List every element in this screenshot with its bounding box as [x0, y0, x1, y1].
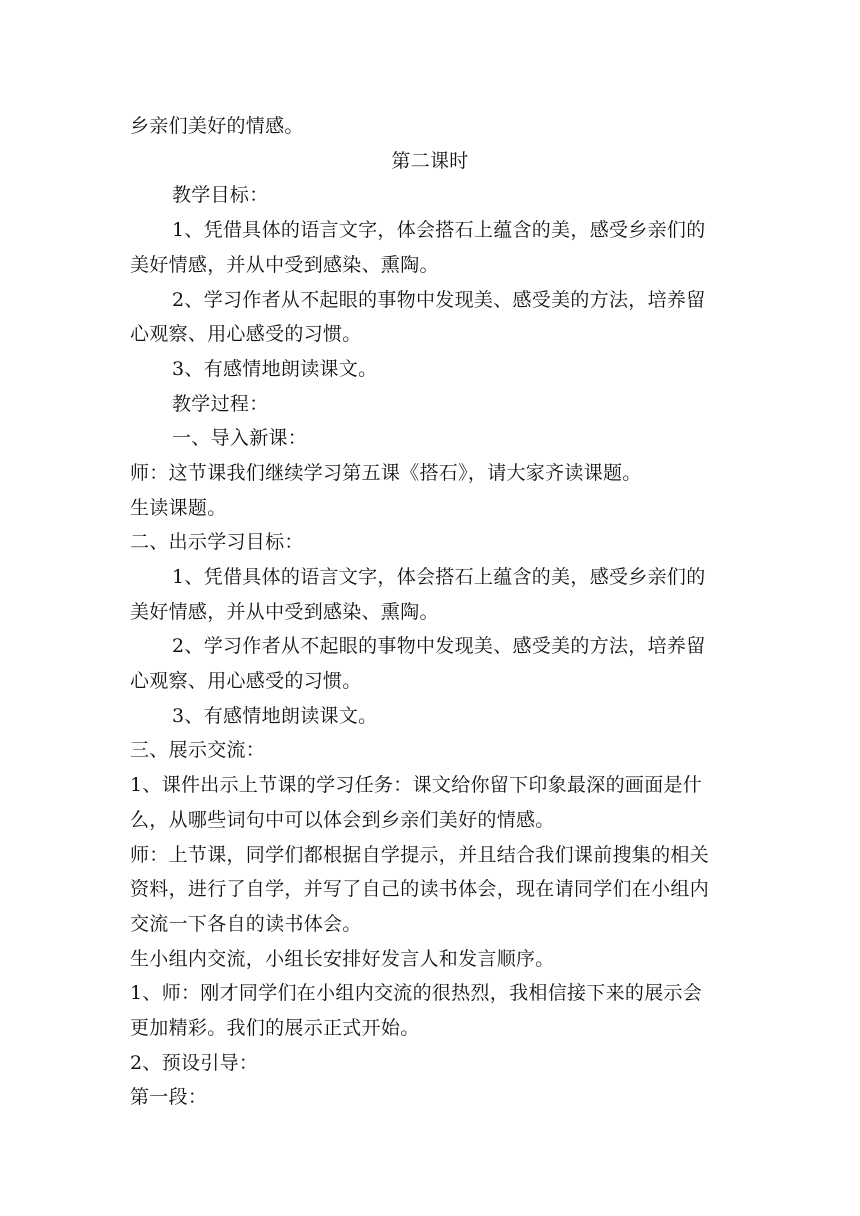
section-heading: 第二课时	[391, 150, 469, 172]
text-line: 2、预设引导：	[130, 1052, 259, 1074]
text-line: 3、有感情地朗读课文。	[172, 705, 378, 727]
text-line: 2、学习作者从不起眼的事物中发现美、感受美的方法，培养留	[172, 289, 706, 311]
text-line: 二、出示学习目标：	[130, 531, 304, 553]
text-line: 美好情感，并从中受到感染、熏陶。	[130, 601, 439, 623]
text-line: 资料，进行了自学，并写了自己的读书体会，现在请同学们在小组内	[130, 878, 710, 900]
text-line: 教学目标：	[172, 184, 269, 206]
text-line: 1、凭借具体的语言文字，体会搭石上蕴含的美，感受乡亲们的	[172, 566, 706, 588]
text-line: 美好情感，并从中受到感染、熏陶。	[130, 254, 439, 276]
text-line: 1、师：刚才同学们在小组内交流的很热烈，我相信接下来的展示会	[130, 982, 703, 1004]
text-line: 心观察、用心感受的习惯。	[130, 670, 362, 692]
text-line: 生读课题。	[130, 497, 227, 519]
text-line: 三、展示交流：	[130, 739, 266, 761]
text-line: 师：上节课，同学们都根据自学提示，并且结合我们课前搜集的相关	[130, 844, 710, 866]
text-line: 1、凭借具体的语言文字，体会搭石上蕴含的美，感受乡亲们的	[172, 219, 706, 241]
text-line: 3、有感情地朗读课文。	[172, 358, 378, 380]
text-line: 教学过程：	[172, 393, 269, 415]
text-line: 第一段：	[130, 1086, 208, 1108]
text-line: 么，从哪些词句中可以体会到乡亲们美好的情感。	[130, 809, 555, 831]
text-line: 心观察、用心感受的习惯。	[130, 323, 362, 345]
text-line: 乡亲们美好的情感。	[130, 115, 304, 137]
text-line: 一、导入新课：	[172, 427, 308, 449]
text-line: 生小组内交流，小组长安排好发言人和发言顺序。	[130, 948, 555, 970]
text-line: 更加精彩。我们的展示正式开始。	[130, 1017, 420, 1039]
text-line: 师：这节课我们继续学习第五课《搭石》，请大家齐读课题。	[130, 462, 642, 484]
text-line: 2、学习作者从不起眼的事物中发现美、感受美的方法，培养留	[172, 635, 706, 657]
text-line: 交流一下各自的读书体会。	[130, 913, 362, 935]
text-line: 1、课件出示上节课的学习任务：课文给你留下印象最深的画面是什	[130, 774, 703, 796]
